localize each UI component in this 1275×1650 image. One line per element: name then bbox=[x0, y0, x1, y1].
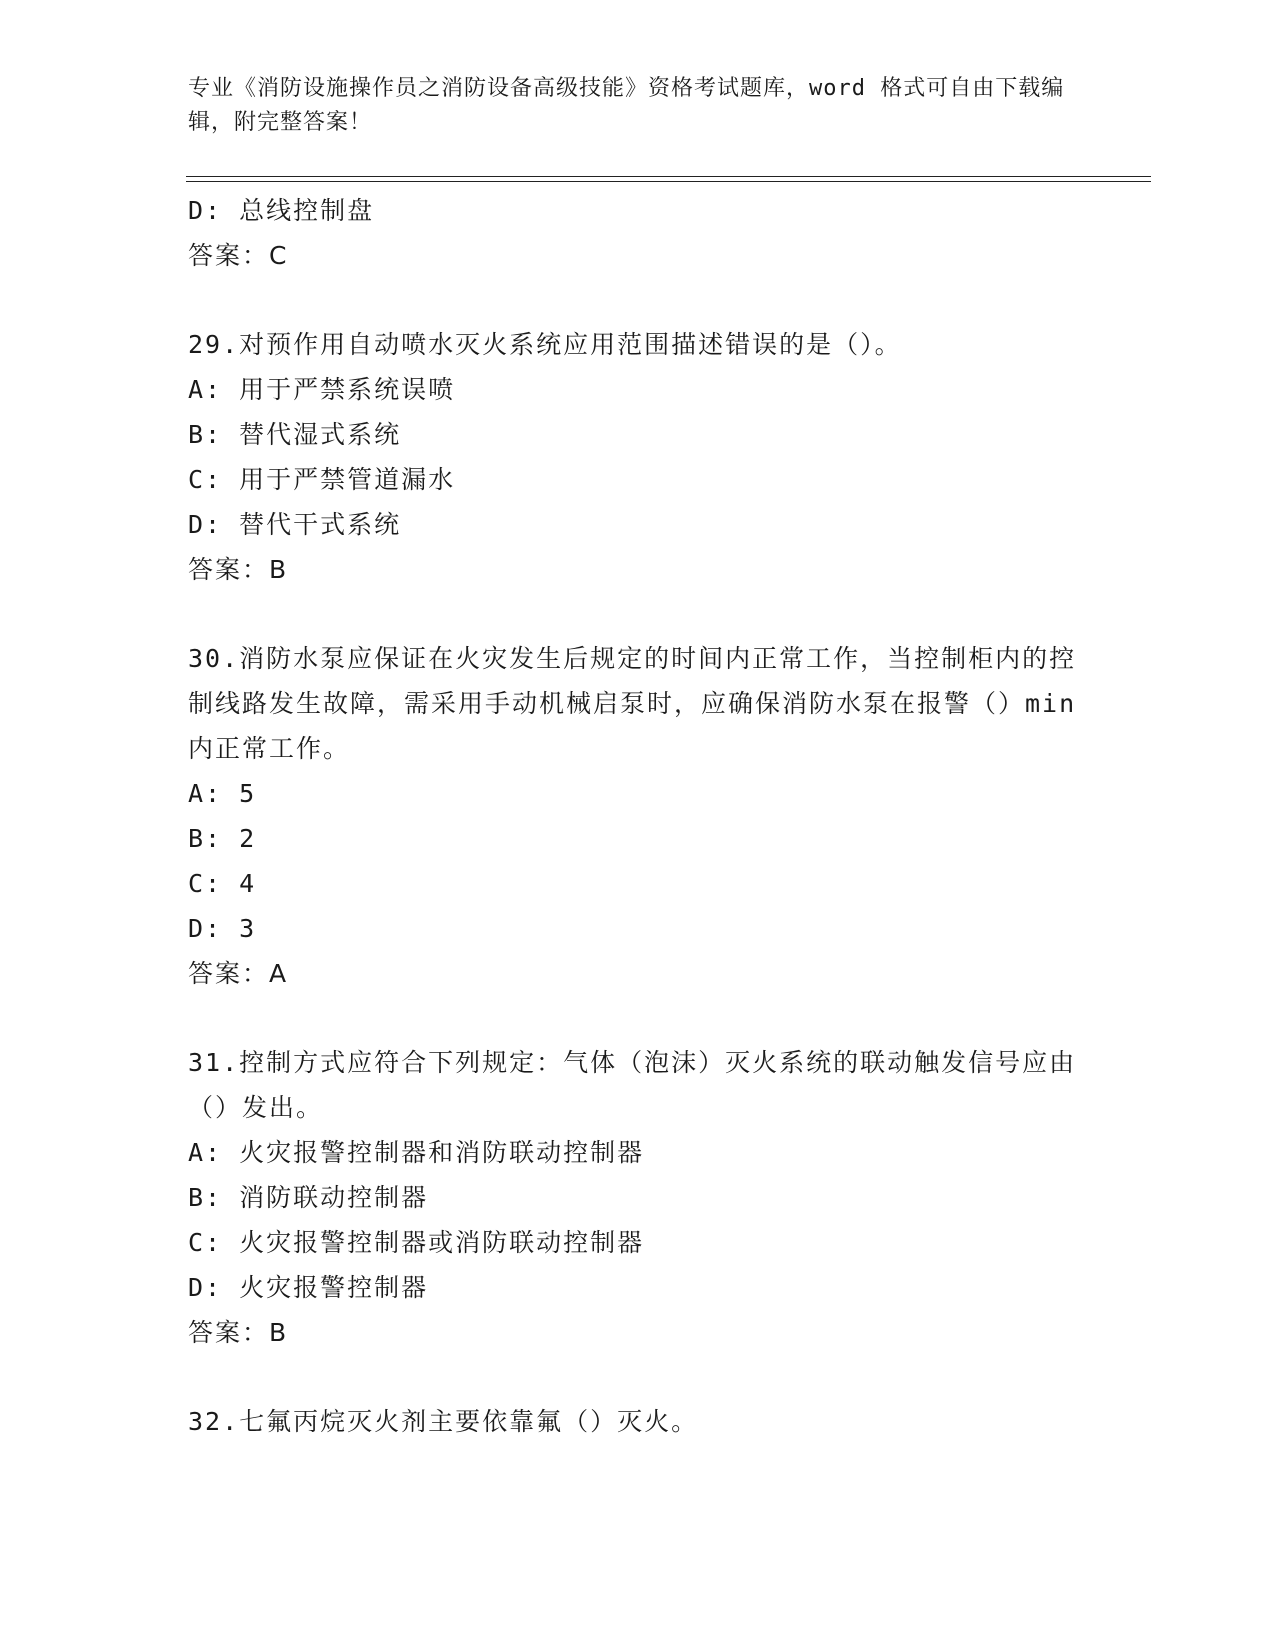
header-rule-top bbox=[186, 176, 1151, 177]
option-d: D: 3 bbox=[188, 914, 257, 943]
option-b: B: 2 bbox=[188, 824, 257, 853]
answer: 答案：B bbox=[188, 555, 289, 584]
option-c: C: 用于严禁管道漏水 bbox=[188, 465, 456, 494]
question-29-text: 29.对预作用自动喷水灭火系统应用范围描述错误的是（）。 bbox=[188, 330, 902, 359]
question-list bbox=[188, 188, 1078, 1444]
option-a: A: 5 bbox=[188, 779, 257, 808]
question-32-text: 32.七氟丙烷灭火剂主要依靠氟（）灭火。 bbox=[188, 1407, 699, 1436]
option-c: C: 火灾报警控制器或消防联动控制器 bbox=[188, 1228, 645, 1257]
page-header: 专业《消防设施操作员之消防设备高级技能》资格考试题库，word 格式可自由下载编辑，附完整答案！ bbox=[188, 76, 1065, 135]
question-31-text: 31.控制方式应符合下列规定：气体（泡沫）灭火系统的联动触发信号应由（）发出。 bbox=[188, 1048, 1077, 1122]
option-d: D: 火灾报警控制器 bbox=[188, 1273, 429, 1302]
option-c: C: 4 bbox=[188, 869, 257, 898]
option-d: D: 总线控制盘 bbox=[188, 196, 375, 225]
option-b: B: 替代湿式系统 bbox=[188, 420, 402, 449]
answer: 答案：C bbox=[188, 241, 289, 270]
answer: 答案：A bbox=[188, 959, 289, 988]
option-a: A: 用于严禁系统误喷 bbox=[188, 375, 456, 404]
header-rule-bottom bbox=[186, 181, 1151, 182]
option-a: A: 火灾报警控制器和消防联动控制器 bbox=[188, 1138, 645, 1167]
question-30-text: 30.消防水泵应保证在火灾发生后规定的时间内正常工作，当控制柜内的控制线路发生故障，需采用手动机械启泵时，应确保消防水泵在报警（）min 内正常工作。 bbox=[188, 644, 1077, 763]
answer: 答案：B bbox=[188, 1318, 289, 1347]
option-b: B: 消防联动控制器 bbox=[188, 1183, 429, 1212]
option-d: D: 替代干式系统 bbox=[188, 510, 402, 539]
